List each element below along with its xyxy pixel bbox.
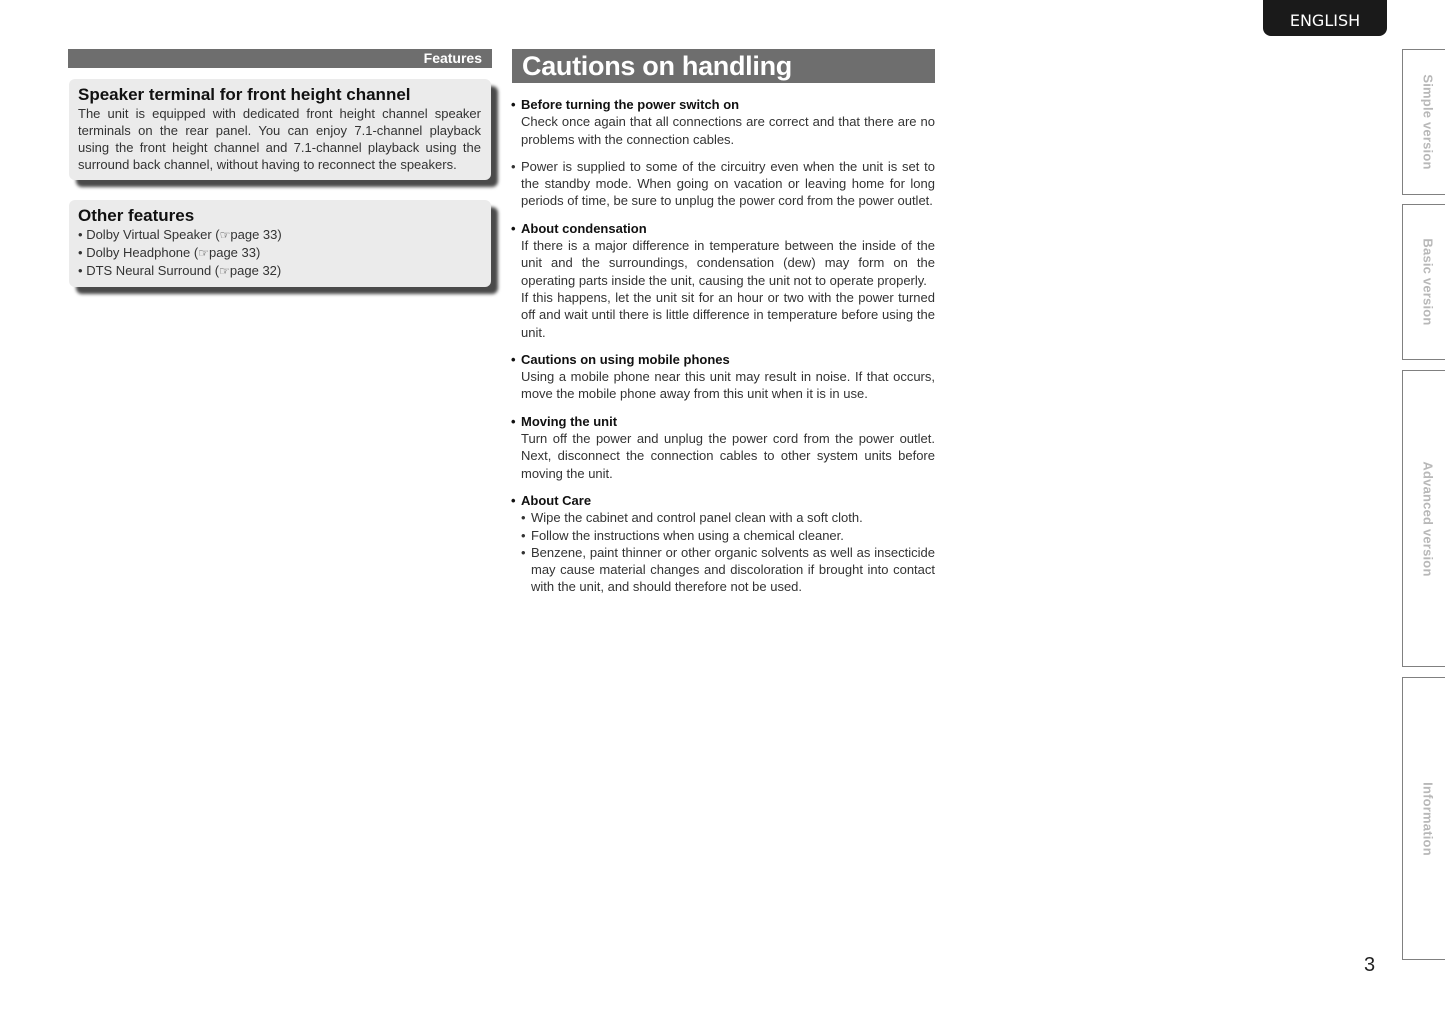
bullet-icon: • bbox=[78, 263, 83, 278]
side-tab-label: Simple version bbox=[1420, 74, 1435, 170]
bullet-icon: • bbox=[511, 97, 516, 112]
side-tab-simple-version[interactable] bbox=[1402, 49, 1445, 195]
caution-body: Turn off the power and unplug the power cord from the power outlet. Next, disconnect the connection cables to other system units before moving the unit. bbox=[521, 431, 935, 481]
box-title: Other features bbox=[78, 206, 195, 225]
bullet-icon: • bbox=[78, 245, 83, 260]
bullet-icon: • bbox=[511, 351, 516, 367]
caution-body: If this happens, let the unit sit for an hour or two with the power turned off and wait until there is little difference in temperature before using the unit. bbox=[521, 289, 935, 340]
caution-body: If there is a major difference in temperature between the inside of the unit and the surroundings, condensation (dew) may form on the operating parts inside the unit, causing the unit not to operate properly. bbox=[521, 238, 935, 288]
other-features-list bbox=[78, 226, 481, 280]
page-reference-icon: ☞ bbox=[219, 228, 231, 242]
caution-heading: About condensation bbox=[521, 220, 647, 236]
bullet-icon: • bbox=[511, 220, 516, 236]
language-tab[interactable]: ENGLISH bbox=[1263, 0, 1387, 36]
caution-heading: Before turning the power switch on bbox=[521, 97, 740, 112]
list-item: • DTS Neural Surround (☞page 32) bbox=[78, 263, 282, 278]
care-subitem: Wipe the cabinet and control panel clean with a soft cloth. bbox=[531, 510, 863, 526]
bullet-icon: • bbox=[521, 544, 526, 560]
other-features-box bbox=[69, 200, 491, 287]
bullet-icon: • bbox=[521, 510, 526, 526]
care-sublist bbox=[511, 509, 935, 595]
side-tab-basic-version[interactable] bbox=[1402, 204, 1445, 360]
side-tab-label: Basic version bbox=[1420, 238, 1435, 326]
list-item: • Dolby Headphone (☞page 33) bbox=[78, 245, 261, 260]
page-link[interactable]: page 33) bbox=[230, 227, 282, 242]
list-item: • Dolby Virtual Speaker (☞page 33) bbox=[78, 227, 282, 242]
care-subitem: Benzene, paint thinner or other organic solvents as well as insecticide may cause material changes and discoloration if brought into contact with the unit, and should therefore not be used. bbox=[531, 544, 935, 595]
page-reference-icon: ☞ bbox=[198, 246, 209, 260]
box-title: Speaker terminal for front height channel bbox=[78, 85, 411, 104]
caution-heading: Cautions on using mobile phones bbox=[521, 351, 730, 367]
features-section-bar: Features bbox=[68, 49, 492, 68]
side-tab-advanced-version[interactable] bbox=[1402, 370, 1445, 667]
page-link[interactable]: page 33) bbox=[208, 245, 261, 260]
bullet-icon: • bbox=[511, 492, 516, 508]
speaker-terminal-box bbox=[69, 79, 491, 180]
cautions-title: Cautions on handling bbox=[512, 49, 935, 83]
side-tab-label: Information bbox=[1420, 781, 1435, 856]
caution-item bbox=[511, 220, 935, 341]
bullet-icon: • bbox=[511, 158, 516, 174]
page-link[interactable]: page 32) bbox=[229, 263, 282, 278]
box-text: The unit is equipped with dedicated front height channel speaker terminals on the rear panel. You can enjoy 7.1-channel playback using the front height channel and 7.1-channel playback using the surround back channel, without having to reconnect the speakers. bbox=[78, 106, 481, 172]
page-reference-icon: ☞ bbox=[219, 264, 230, 278]
caution-body: Check once again that all connections are correct and that there are no problems with the connection cables. bbox=[521, 114, 935, 147]
caution-item bbox=[511, 351, 935, 403]
caution-body: Power is supplied to some of the circuitry even when the unit is set to the standby mode. When going on vacation or leaving home for long periods of time, be sure to unplug the power cord from the power outlet. bbox=[521, 158, 935, 209]
caution-heading: About Care bbox=[521, 492, 592, 508]
bullet-icon: • bbox=[511, 413, 516, 429]
cautions-list bbox=[511, 96, 935, 606]
caution-heading: Moving the unit bbox=[521, 413, 618, 429]
care-subitem: Follow the instructions when using a chemical cleaner. bbox=[531, 527, 844, 543]
side-tab-label: Advanced version bbox=[1420, 460, 1435, 577]
side-tab-information[interactable] bbox=[1402, 677, 1445, 960]
bullet-icon: • bbox=[521, 527, 526, 543]
caution-item bbox=[511, 158, 935, 210]
bullet-icon: • bbox=[78, 227, 83, 242]
caution-body: Using a mobile phone near this unit may result in noise. If that occurs, move the mobile phone away from this unit when it is in use. bbox=[521, 369, 935, 402]
page-number: 3 bbox=[1364, 954, 1376, 976]
caution-item bbox=[511, 413, 935, 482]
caution-item bbox=[511, 492, 935, 596]
caution-item bbox=[511, 96, 935, 148]
